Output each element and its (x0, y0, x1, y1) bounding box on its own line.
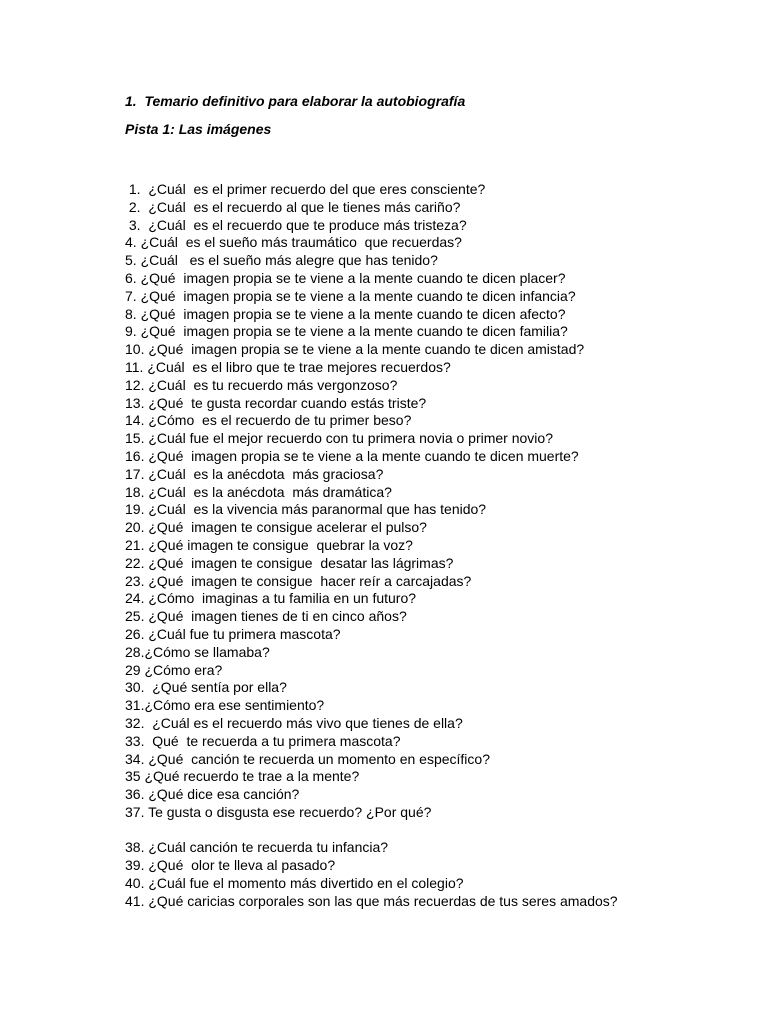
question-item: 14. ¿Cómo es el recuerdo de tu primer beso? (125, 412, 412, 429)
question-list (125, 181, 618, 911)
question-item: 5. ¿Cuál es el sueño más alegre que has tenido? (125, 252, 438, 269)
question-item: 37. Te gusta o disgusta ese recuerdo? ¿Por qué? (125, 803, 432, 820)
question-item: 7. ¿Qué imagen propia se te viene a la mente cuando te dicen infancia? (125, 287, 576, 304)
document-title: 1. Temario definitivo para elaborar la autobiografía (125, 93, 466, 109)
question-item: 16. ¿Qué imagen propia se te viene a la mente cuando te dicen muerte? (125, 447, 579, 464)
question-item: 9. ¿Qué imagen propia se te viene a la mente cuando te dicen familia? (125, 323, 568, 340)
document-subtitle: Pista 1: Las imágenes (125, 121, 272, 137)
question-item: 28.¿Cómo se llamaba? (125, 643, 270, 660)
question-item: 24. ¿Cómo imaginas a tu familia en un futuro? (125, 590, 417, 607)
question-item: 8. ¿Qué imagen propia se te viene a la mente cuando te dicen afecto? (125, 305, 566, 322)
question-item: 32. ¿Cuál es el recuerdo más vivo que tienes de ella? (125, 714, 463, 731)
question-item: 29 ¿Cómo era? (125, 661, 223, 678)
question-item: 23. ¿Qué imagen te consigue hacer reír a carcajadas? (125, 572, 472, 589)
question-item: 38. ¿Cuál canción te recuerda tu infancia? (125, 839, 389, 856)
question-item: 17. ¿Cuál es la anécdota más graciosa? (125, 465, 384, 482)
question-item: 35 ¿Qué recuerdo te trae a la mente? (125, 768, 360, 785)
question-item: 41. ¿Qué caricias corporales son las que más recuerdas de tus seres amados? (125, 892, 618, 909)
question-item: 40. ¿Cuál fue el momento más divertido en el colegio? (125, 875, 464, 892)
question-item: 12. ¿Cuál es tu recuerdo más vergonzoso? (125, 376, 398, 393)
question-item: 33. Qué te recuerda a tu primera mascota? (125, 732, 401, 749)
question-item: 26. ¿Cuál fue tu primera mascota? (125, 625, 341, 642)
question-item: 22. ¿Qué imagen te consigue desatar las lágrimas? (125, 554, 454, 571)
question-item: 11. ¿Cuál es el libro que te trae mejores recuerdos? (125, 358, 451, 375)
question-item: 4. ¿Cuál es el sueño más traumático que recuerdas? (125, 234, 462, 251)
question-item: 6. ¿Qué imagen propia se te viene a la mente cuando te dicen placer? (125, 269, 566, 286)
question-item: 25. ¿Qué imagen tienes de ti en cinco años? (125, 608, 407, 625)
question-item: 1. ¿Cuál es el primer recuerdo del que eres consciente? (125, 181, 486, 197)
question-item: 19. ¿Cuál es la vivencia más paranormal que has tenido? (125, 501, 487, 518)
question-item: 13. ¿Qué te gusta recordar cuando estás triste? (125, 394, 427, 411)
question-item: 18. ¿Cuál es la anécdota más dramática? (125, 483, 392, 500)
question-item: 10. ¿Qué imagen propia se te viene a la mente cuando te dicen amistad? (125, 341, 585, 358)
question-item: 39. ¿Qué olor te lleva al pasado? (125, 857, 336, 874)
question-item: 3. ¿Cuál es el recuerdo que te produce más tristeza? (125, 216, 467, 233)
question-item: 15. ¿Cuál fue el mejor recuerdo con tu primera novia o primer novio? (125, 430, 553, 447)
question-item: 2. ¿Cuál es el recuerdo al que le tienes más cariño? (125, 198, 461, 215)
question-item: 36. ¿Qué dice esa canción? (125, 786, 300, 803)
question-item: 30. ¿Qué sentía por ella? (125, 679, 287, 696)
question-item: 31.¿Cómo era ese sentimiento? (125, 697, 325, 714)
question-item: 34. ¿Qué canción te recuerda un momento en específico? (125, 750, 490, 767)
question-item: 21. ¿Qué imagen te consigue quebrar la voz? (125, 536, 413, 553)
question-item: 20. ¿Qué imagen te consigue acelerar el pulso? (125, 519, 427, 536)
